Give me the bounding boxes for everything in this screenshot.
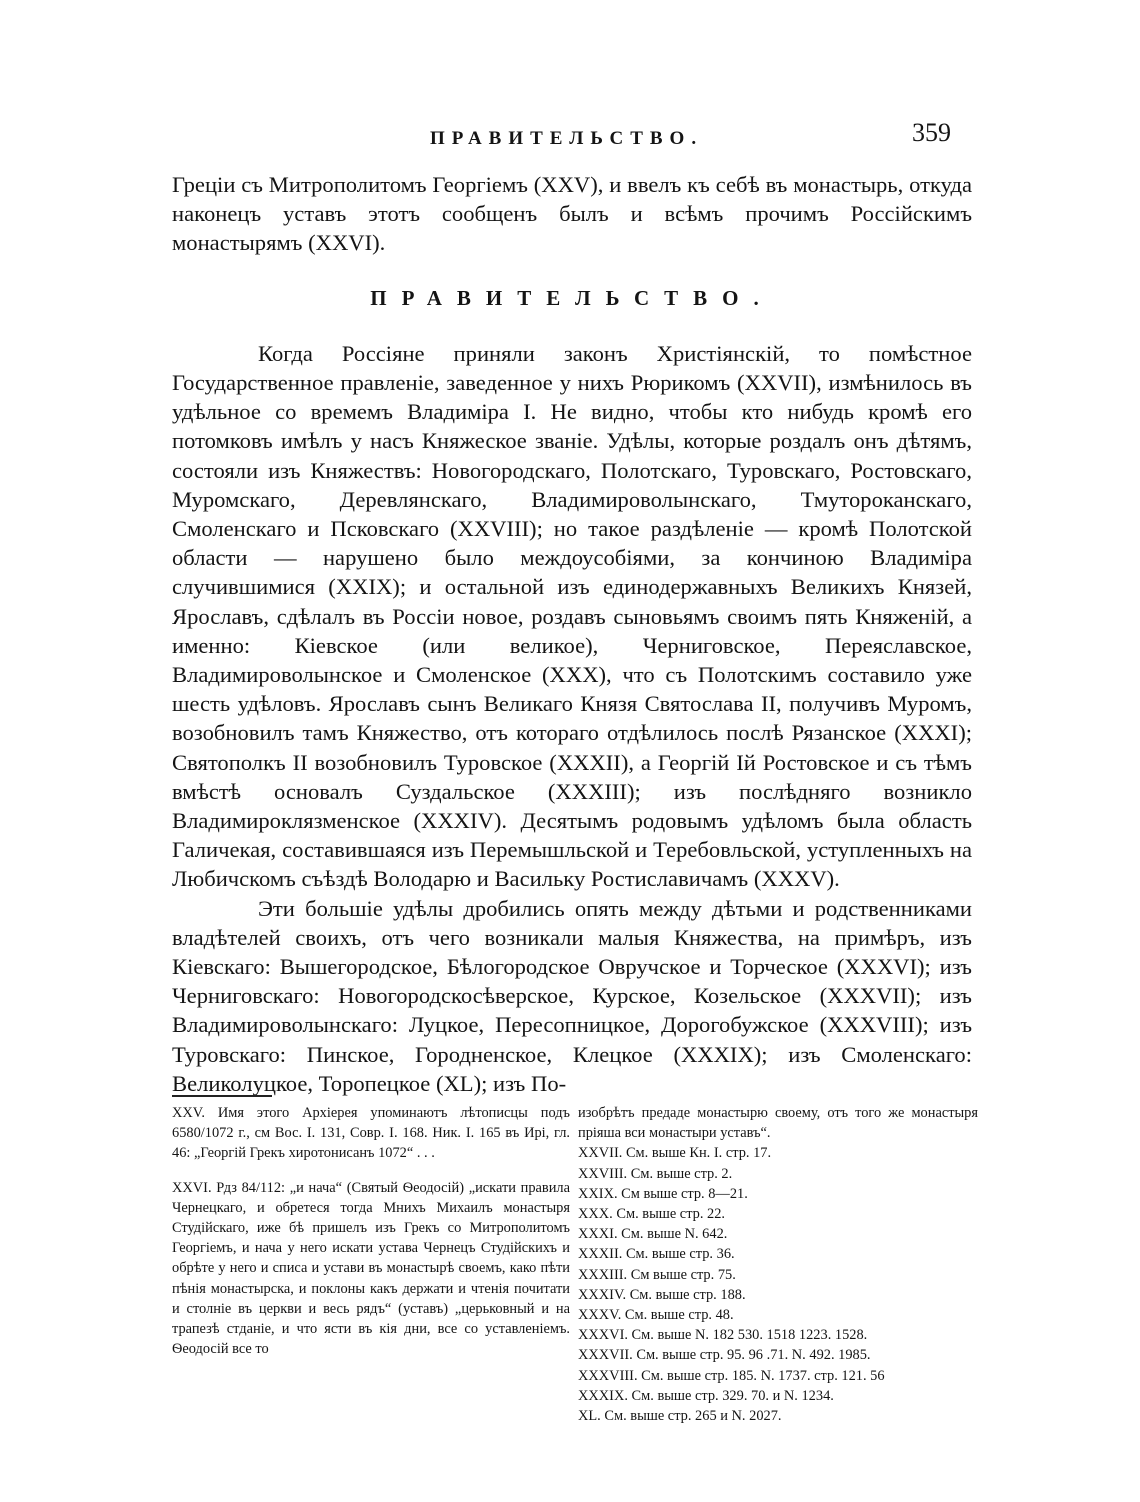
footnote-ref: XXIX. См выше стр. 8—21. [578,1185,748,1202]
footnote-ref: XXXIX. См. выше стр. 329. 70. и N. 1234. [578,1387,834,1404]
paragraph-continuation: Греціи съ Митрополитомъ Георгіемъ (XXV), и ввелъ къ себѣ въ монастырь, откуда наконецъ уставъ этотъ сообщенъ былъ и всѣмъ прочимъ Россійскимъ монастырямъ (XXVI). [172,172,972,256]
footnote-ref: XXVIII. См. выше стр. 2. [578,1165,733,1182]
footnote-ref: XXXI. См. выше N. 642. [578,1226,728,1243]
footnote-ref: XXXVI. См. выше N. 182 530. 1518 1223. 1528. [578,1327,868,1344]
footnote-ref: XXXVIII. См. выше стр. 185. N. 1737. стр. 121. 56 [578,1367,885,1384]
footnotes-right-column [578,1103,978,1426]
footnote-ref: XXXIV. См. выше стр. 188. [578,1286,746,1303]
footnote-ref: XXXIII. См выше стр. 75. [578,1266,736,1283]
footnote-divider [172,1095,272,1097]
footnote-xxv: XXV. Имя этого Архіерея упоминаютъ лѣтописцы подъ 6580/1072 г., см Вос. I. 131, Совр. I. 168. Ник. I. 165 въ Ирі, гл. 46: „Георгій Грекъ хиротонисанъ 1072“ . . . [172,1105,570,1162]
footnote-ref: XL. См. выше стр. 265 и N. 2027. [578,1408,782,1425]
section-title: ПРАВИТЕЛЬСТВО. [370,285,774,310]
footnote-ref: XXX. См. выше стр. 22. [578,1206,726,1223]
main-text [172,170,972,1098]
running-title: ПРАВИТЕЛЬСТВО. [430,128,704,149]
page-number: 359 [912,118,951,147]
footnote-ref: XXVII. См. выше Кн. I. стр. 17. [578,1145,772,1162]
paragraph-small-principalities: Эти большіе удѣлы дробились опять между дѣтьми и родственниками владѣтелей своихъ, отъ чего возникали малыя Княжества, на примѣръ, изъ Кіевскаго: Вышегородское, Бѣлогородское Овручское и Торческое (XXXVI); изъ Черниговскаго: Новогородскосѣверское, Курское, Козельское (XXXVII); изъ Владимироволынскаго: Луцкое, Пересопницкое, Дорогобужское (XXXVIII); изъ Туровскаго: Пинское, Городненское, Клецкое (XXXIX); изъ Смоленскаго: Великолуцкое, Торопецкое (XL); изъ По- [172,895,972,1096]
footnote-ref: XXXII. См. выше стр. 36. [578,1246,735,1263]
footnote-xxvi-continued: изобрѣтъ предаде монастырю своему, отъ того же монастыря пріяша вси монастыри уставъ“. [578,1105,978,1142]
footnote-ref: XXXVII. См. выше стр. 95. 96 .71. N. 492. 1985. [578,1347,871,1364]
footnote-reference-list [578,1143,978,1426]
footnote-xxvi: XXVI. Рдз 84/112: „и нача“ (Святый Ѳеодосій) „искати правила Чернецкаго, и обретеся тогда Мнихъ Михаилъ монастыря Студійскаго, иже бѣ пришелъ изъ Грекъ со Митрополитомъ Георгіемъ, и нача у него искати устава Чернецъ Студійскихъ и обрѣте у него и списа и устави въ монастырѣ своемъ, како пѣти пѣнія монастырска, и поклоны какъ держати и чтенія почитати и столніе въ церкви и весь рядъ“ (уставъ) „церьковный и на трапезѣ стданіе, и что ясти въ кія дни, все со уставленіемъ. Ѳеодосій все то [172,1179,570,1358]
footnote-ref: XXXV. См. выше стр. 48. [578,1307,734,1324]
footnotes-left-column [172,1103,570,1373]
paragraph-principalities: Когда Россіяне приняли законъ Христіянскій, то помѣстное Государственное правленіе, заведенное у нихъ Рюрикомъ (XXVII), измѣнилось въ удѣльное со времемъ Владиміра I. Не видно, чтобы кто нибудь кромѣ его потомковъ имѣлъ у насъ Княжеское званіе. Удѣлы, которые роздалъ онъ дѣтямъ, состояли изъ Княжествъ: Новогородскаго, Полотскаго, Туровскаго, Ростовскаго, Муромскаго, Деревлянскаго, Владимироволынскаго, Тмутороканскаго, Смоленскаго и Псковскаго (XXVIII); но такое раздѣленіе — кромѣ Полотской области — нарушено было междоусобіями, за кончиною Владиміра случившимися (XXIX); и остальной изъ единодержавныхъ Великихъ Князей, Ярославъ, сдѣлалъ въ Россіи новое, роздавъ сыновьямъ своимъ пять Княженій, а именно: Кіевское (или великое), Черниговское, Переяславское, Владимироволынское и Смоленское (XXX), что съ Полотскимъ составило уже шесть удѣловъ. Ярославъ сынъ Великаго Князя Святослава II, получивъ Муромъ, возобновилъ тамъ Княжество, отъ котораго отдѣлилось послѣ Рязанское (XXXI); Святополкъ II возобновилъ Туровское (XXXII), а Георгій Iй Ростовское и съ тѣмъ вмѣстѣ основалъ Суздальское (XXXIII); изъ послѣдняго возникло Владимироклязменское (XXXIV). Десятымъ родовымъ удѣломъ была область Галичекая, составившаяся изъ Перемышльской и Теребовльской, уступленныхъ на Любичскомъ съѣздѣ Володарю и Васильку Ростиславичамъ (XXXV). [172,340,972,892]
